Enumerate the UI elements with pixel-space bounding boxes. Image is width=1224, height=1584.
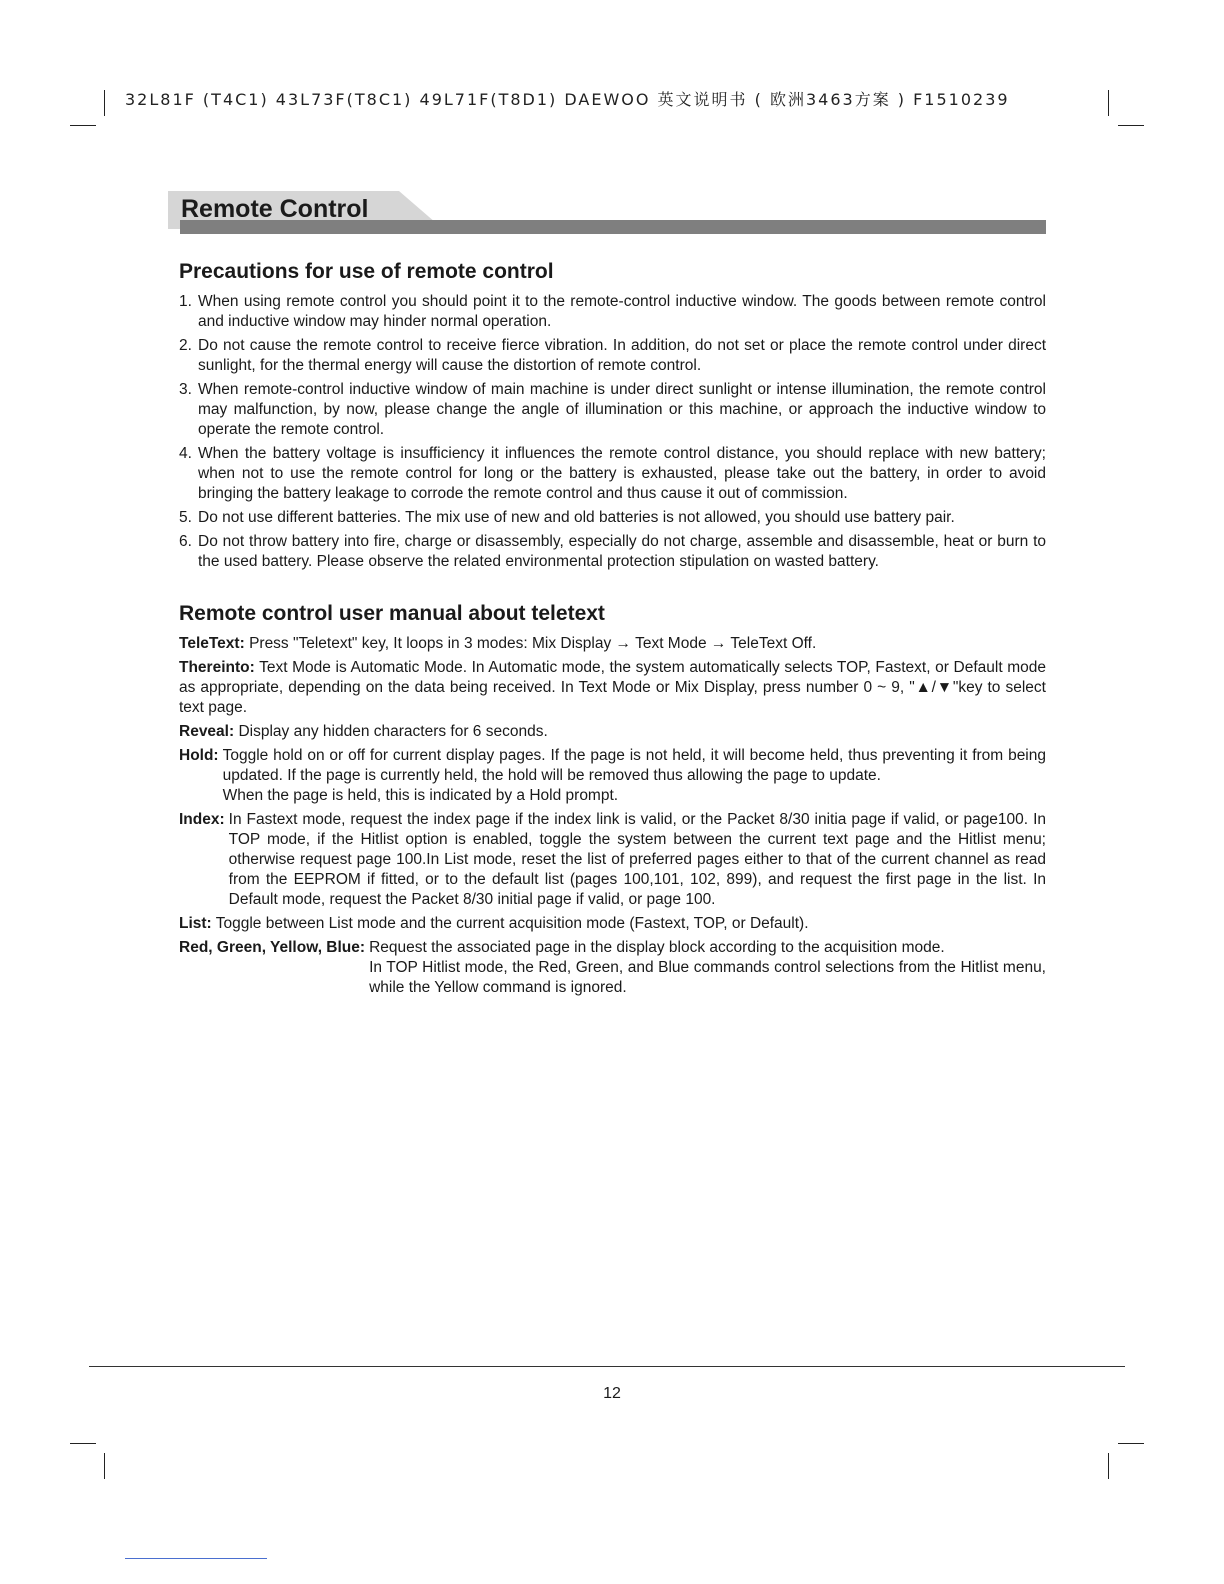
list-entry: [179, 914, 1046, 934]
section-title: Remote Control: [181, 195, 369, 223]
page-number: 12: [603, 1385, 621, 1402]
list-item: [179, 336, 1046, 376]
color-keys-label: Red, Green, Yellow, Blue:: [179, 939, 366, 956]
color-keys-entry: [179, 938, 1046, 998]
precautions-heading: Precautions for use of remote control: [179, 260, 554, 283]
item-number: 3.: [179, 381, 192, 398]
crop-mark-bottom-right-horizontal: [1118, 1443, 1144, 1444]
crop-mark-bottom-left-horizontal: [70, 1443, 96, 1444]
hold-label: Hold:: [179, 747, 219, 764]
item-number: 4.: [179, 445, 192, 462]
crop-mark-top-left-horizontal: [70, 125, 96, 126]
hold-entry: [179, 746, 1046, 806]
hold-text: Toggle hold on or off for current display pages. If the page is not held, it will become held, thus preventing it from being updated. If the page is currently held, the hold will be removed thus allowing the page to update.: [222, 747, 1046, 784]
thereinto-text: Text Mode is Automatic Mode. In Automatic mode, the system automatically selects TOP, Fastext, or Default mode as appropriate, depending on the data being received. In Text Mode or Mix Display, press number 0 ~ 9, "▲/▼"key to select text page.: [179, 659, 1046, 716]
index-text: In Fastext mode, request the index page if the index link is valid, or the Packet 8/30 initia page if valid, or page100. In TOP mode, if the Hitlist option is enabled, toggle the system between the current text page and the Hitlist menu; otherwise request page 100.In List mode, reset the list of preferred pages either to that of the current channel as read from the EEPROM if fitted, or to the default list (pages 100,101, 102, 899), and request the first page in the list. In Default mode, request the Packet 8/30 initial page if valid, or page 100.: [228, 811, 1046, 908]
footer-rule: [89, 1366, 1125, 1367]
list-item: [179, 444, 1046, 504]
hold-note: When the page is held, this is indicated by a Hold prompt.: [222, 787, 619, 804]
teletext-entry: [179, 634, 1046, 654]
thereinto-label: Thereinto:: [179, 659, 255, 676]
teletext-label: TeleText:: [179, 635, 245, 652]
crop-mark-bottom-left-vertical: [104, 1453, 105, 1479]
reveal-text: Display any hidden characters for 6 seconds.: [238, 723, 548, 740]
item-number: 1.: [179, 293, 192, 310]
color-keys-note: In TOP Hitlist mode, the Red, Green, and Blue commands control selections from the Hitlist menu, while the Yellow command is ignored.: [369, 959, 1046, 996]
page-content: [179, 258, 1046, 1002]
reveal-label: Reveal:: [179, 723, 235, 740]
item-text: When remote-control inductive window of main machine is under direct sunlight or intense illumination, the remote control may malfunction, by now, please change the angle of illumination or this machine, or approach the inductive window to operate the remote control.: [198, 381, 1046, 438]
list-item: [179, 532, 1046, 572]
crop-mark-top-right-vertical: [1108, 90, 1109, 116]
precautions-list: [179, 292, 1046, 572]
list-item: [179, 292, 1046, 332]
teletext-text: Press "Teletext" key, It loops in 3 modes: Mix Display → Text Mode → TeleText Off.: [249, 635, 817, 652]
item-text: Do not cause the remote control to receive fierce vibration. In addition, do not set or place the remote control under direct sunlight, for the thermal energy will cause the distortion of remote control.: [198, 337, 1046, 374]
crop-mark-top-right-horizontal: [1118, 125, 1144, 126]
thereinto-entry: [179, 658, 1046, 718]
item-text: When using remote control you should point it to the remote-control inductive window. The goods between remote control and inductive window may hinder normal operation.: [198, 293, 1046, 330]
list-item: [179, 380, 1046, 440]
item-text: Do not throw battery into fire, charge or disassembly, especially do not charge, assemble and disassemble, heat or burn to the used battery. Please observe the related environmental protection stipulation on wasted battery.: [198, 533, 1046, 570]
section-banner: [168, 191, 1046, 235]
crop-mark-bottom-right-vertical: [1108, 1453, 1109, 1479]
reveal-entry: [179, 722, 1046, 742]
document-model-header: 32L81F (T4C1) 43L73F(T8C1) 49L71F(T8D1) DAEWOO 英文说明书 ( 欧洲3463方案 ) F1510239: [125, 90, 1010, 109]
color-keys-text: Request the associated page in the display block according to the acquisition mode.: [369, 939, 945, 956]
crop-mark-top-left-vertical: [104, 90, 105, 116]
item-number: 5.: [179, 509, 192, 526]
teletext-heading: Remote control user manual about teletext: [179, 602, 605, 625]
list-item: [179, 508, 1046, 528]
list-label: List:: [179, 915, 212, 932]
item-text: When the battery voltage is insufficiency it influences the remote control distance, you should replace with new battery; when not to use the remote control for long or the battery is exhausted, please take out the battery, in order to avoid bringing the battery leakage to corrode the remote control and thus cause it out of commission.: [198, 445, 1046, 502]
item-text: Do not use different batteries. The mix use of new and old batteries is not allowed, you should use battery pair.: [198, 509, 955, 526]
list-text: Toggle between List mode and the current acquisition mode (Fastext, TOP, or Default).: [215, 915, 809, 932]
bottom-underline: [125, 1558, 267, 1559]
item-number: 6.: [179, 533, 192, 550]
index-entry: [179, 810, 1046, 910]
item-number: 2.: [179, 337, 192, 354]
index-label: Index:: [179, 811, 225, 828]
